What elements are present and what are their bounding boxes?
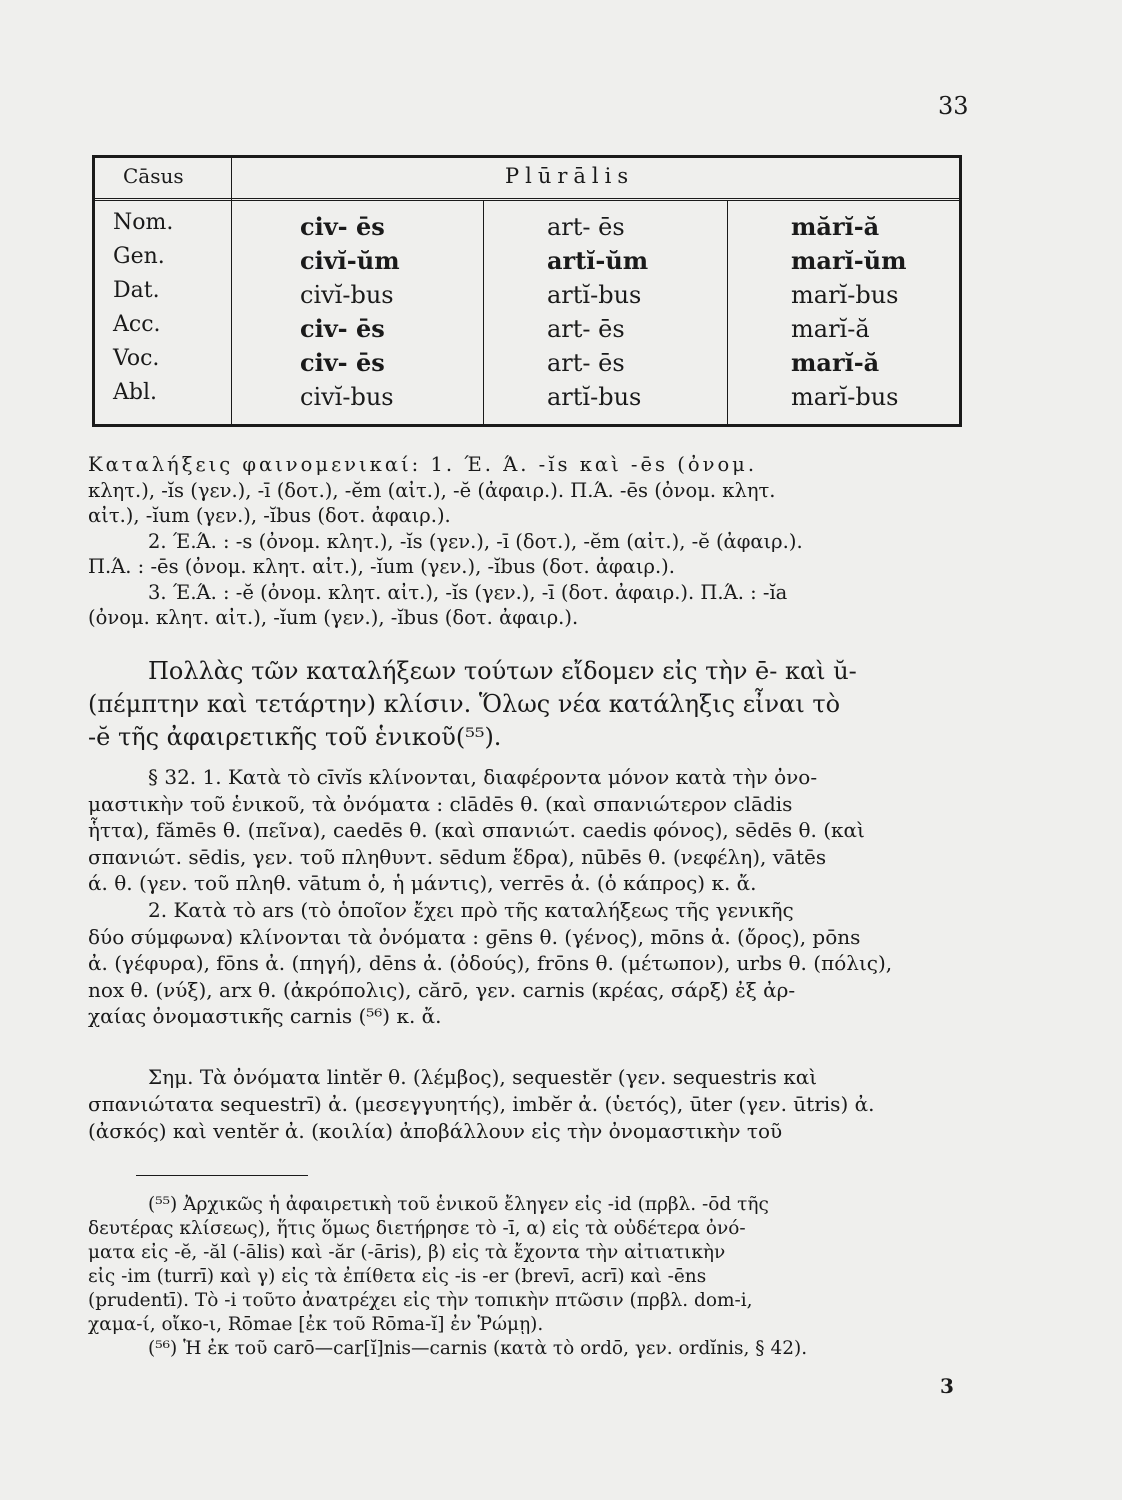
note-paragraph [88, 1064, 968, 1145]
case-name: Dat. [113, 278, 160, 303]
text-line: (ἀσκός) καὶ ventĕr ἀ. (κοιλία) ἀποβάλλουν εἰς τὴν ὀνομαστικὴν τοῦ [88, 1119, 783, 1143]
form-cell: artĭ-bus [547, 281, 642, 309]
form-cell: mărĭ-ă [791, 212, 880, 241]
case-name: Nom. [113, 210, 174, 235]
case-name: Voc. [113, 346, 160, 371]
signature-mark: 3 [940, 1374, 954, 1398]
form-cell: marĭ-bus [791, 281, 899, 309]
declension-table [92, 155, 962, 427]
form-cell: civĭ-bus [300, 383, 394, 411]
case-name: Acc. [113, 312, 161, 337]
text-line: αἰτ.), -ĭum (γεν.), -ĭbus (δοτ. ἀφαιρ.). [88, 504, 451, 527]
footnote-line: (⁵⁶) Ἡ ἐκ τοῦ carō—car[ĭ]nis—carnis (κατὰ τὸ ordō, γεν. ordĭnis, § 42). [148, 1338, 808, 1359]
text-line: χαίας ὀνομαστικῆς carnis (⁵⁶) κ. ἄ. [88, 1004, 442, 1029]
text-line: σπανιώτ. sēdis, γεν. τοῦ πληθυντ. sēdum ἕδρα), nūbēs θ. (νεφέλη), vātēs [88, 844, 827, 869]
table-header [95, 158, 959, 201]
footnote-line: εἰς -im (turrī) καὶ γ) εἰς τὰ ἐπίθετα εἰς -is -er (brevī, acrī) καὶ -ēns [88, 1266, 707, 1287]
casus-header: Cāsus [123, 164, 184, 188]
ars-column [547, 210, 648, 414]
case-name: Abl. [113, 380, 157, 405]
text-line: 2. Κατὰ τὸ ars (τὸ ὁποῖον ἔχει πρὸ τῆς καταλήξεως τῆς γενικῆς [148, 897, 794, 922]
section-32 [88, 764, 968, 1030]
column-divider [483, 201, 484, 424]
civis-column [300, 210, 400, 414]
form-cell: art- ēs [547, 315, 625, 343]
text-line: σπανιώτατα sequestrī) ἀ. (μεσεγγυητής), imbĕr ἀ. (ὑετός), ūter (γεν. ūtris) ἀ. [88, 1092, 875, 1116]
footnote-line: ματα εἰς -ĕ, -ăl (-ālis) καὶ -ăr (-āris), β) εἰς τὰ ἔχοντα τὴν αἰτιατικὴν [88, 1242, 726, 1263]
form-cell: artĭ-bus [547, 383, 642, 411]
text-line: ἧττα), fămēs θ. (πεῖνα), caedēs θ. (καὶ σπανιώτ. caedis φόνος), sēdēs θ. (καὶ [88, 818, 865, 843]
form-cell: civ- ēs [300, 212, 385, 241]
text-line: Καταλήξεις φαινομενικαί: 1. Έ. Ά. -ĭs καὶ -ēs (ὀνομ. [88, 453, 758, 476]
footnote-line: δευτέρας κλίσεως), ἥτις ὅμως διετήρησε τὸ -ī, α) εἰς τὰ οὐδέτερα ὀνό- [88, 1218, 746, 1239]
text-line: (ὀνομ. κλητ. αἰτ.), -ĭum (γεν.), -ĭbus (δοτ. ἀφαιρ.). [88, 606, 579, 629]
form-cell: civĭ-ŭm [300, 246, 400, 275]
mare-column [791, 210, 907, 414]
main-paragraph [88, 655, 968, 754]
form-cell: marĭ-ŭm [791, 246, 907, 275]
form-cell: civĭ-bus [300, 281, 394, 309]
form-cell: artĭ-ŭm [547, 246, 649, 275]
text-line: 2. Έ.Ά. : -s (ὀνομ. κλητ.), -ĭs (γεν.), -ī (δοτ.), -ĕm (αἰτ.), -ĕ (ἀφαιρ.). [148, 529, 803, 553]
form-cell: art- ēs [547, 349, 625, 377]
form-cell: art- ēs [547, 213, 625, 241]
footnote-rule [136, 1175, 308, 1176]
text-line: nox θ. (νύξ), arx θ. (ἀκρόπολις), cărō, γεν. carnis (κρέας, σάρξ) ἐξ ἀρ- [88, 977, 796, 1002]
case-name: Gen. [113, 244, 165, 269]
text-line: 3. Έ.Ά. : -ĕ (ὀνομ. κλητ. αἰτ.), -ĭs (γεν.), -ī (δοτ. ἀφαιρ.). Π.Ά. : -ĭa [148, 580, 788, 604]
text-line: -ĕ τῆς ἀφαιρετικῆς τοῦ ἑνικοῦ(⁵⁵). [88, 723, 502, 751]
footnote-line: χαμα-ί, οἴκο-ι, Rōmae [ἐκ τοῦ Rōma-ĭ] ἐν Ῥώμῃ). [88, 1314, 544, 1335]
text-line: § 32. 1. Κατὰ τὸ cīvĭs κλίνονται, διαφέροντα μόνον κατὰ τὴν ὀνο- [148, 765, 818, 789]
text-line: (πέμπτην καὶ τετάρτην) κλίσιν. Ὅλως νέα κατάληξις εἶναι τὸ [88, 690, 841, 718]
text-line: δύο σύμφωνα) κλίνονται τὰ ὀνόματα : gēns θ. (γένος), mōns ἀ. (ὄρος), pōns [88, 924, 861, 949]
footnote-line: (⁵⁵) Ἀρχικῶς ἡ ἀφαιρετικὴ τοῦ ἑνικοῦ ἔληγεν εἰς -id (πρβλ. -ōd τῆς [148, 1194, 769, 1215]
form-cell: marĭ-ă [791, 315, 870, 343]
column-divider [231, 158, 232, 424]
text-line: ἀ. (γέφυρα), fōns ἀ. (πηγή), dēns ἀ. (ὀδούς), frōns θ. (μέτωπον), urbs θ. (πόλις), [88, 951, 893, 976]
page-number: 33 [938, 92, 969, 120]
form-cell: marĭ-ă [791, 348, 880, 377]
text-line: Πολλὰς τῶν καταλήξεων τούτων εἴδομεν εἰς τὴν ē- καὶ ŭ- [148, 657, 857, 685]
text-line: κλητ.), -ĭs (γεν.), -ī (δοτ.), -ĕm (αἰτ.), -ĕ (ἀφαιρ.). Π.Ά. -ēs (ὀνομ. κλητ. [88, 478, 776, 502]
pluralis-header: Plūrālis [505, 164, 635, 188]
form-cell: civ- ēs [300, 314, 385, 343]
text-line: Σημ. Τὰ ὀνόματα lintĕr θ. (λέμβος), sequestĕr (γεν. sequestris καὶ [148, 1065, 818, 1089]
footnotes [88, 1193, 968, 1361]
footnote-line: (prudentī). Τὸ -i τοῦτο ἀνατρέχει εἰς τὴν τοπικὴν πτῶσιν (πρβλ. dom-i, [88, 1290, 753, 1311]
text-line: Π.Ά. : -ēs (ὀνομ. κλητ. αἰτ.), -ĭum (γεν.), -ĭbus (δοτ. ἀφαιρ.). [88, 555, 675, 578]
text-line: ά. θ. (γεν. τοῦ πληθ. vātum ὁ, ἡ μάντις), verrēs ἀ. (ὁ κάπρος) κ. ἄ. [88, 871, 757, 896]
form-cell: marĭ-bus [791, 383, 899, 411]
form-cell: civ- ēs [300, 348, 385, 377]
text-line: μαστικὴν τοῦ ἑνικοῦ, τὰ ὀνόματα : clādēs θ. (καὶ σπανιώτερον clādis [88, 791, 793, 816]
case-names-column [113, 206, 223, 410]
column-divider [727, 201, 728, 424]
endings-paragraph [88, 452, 968, 631]
